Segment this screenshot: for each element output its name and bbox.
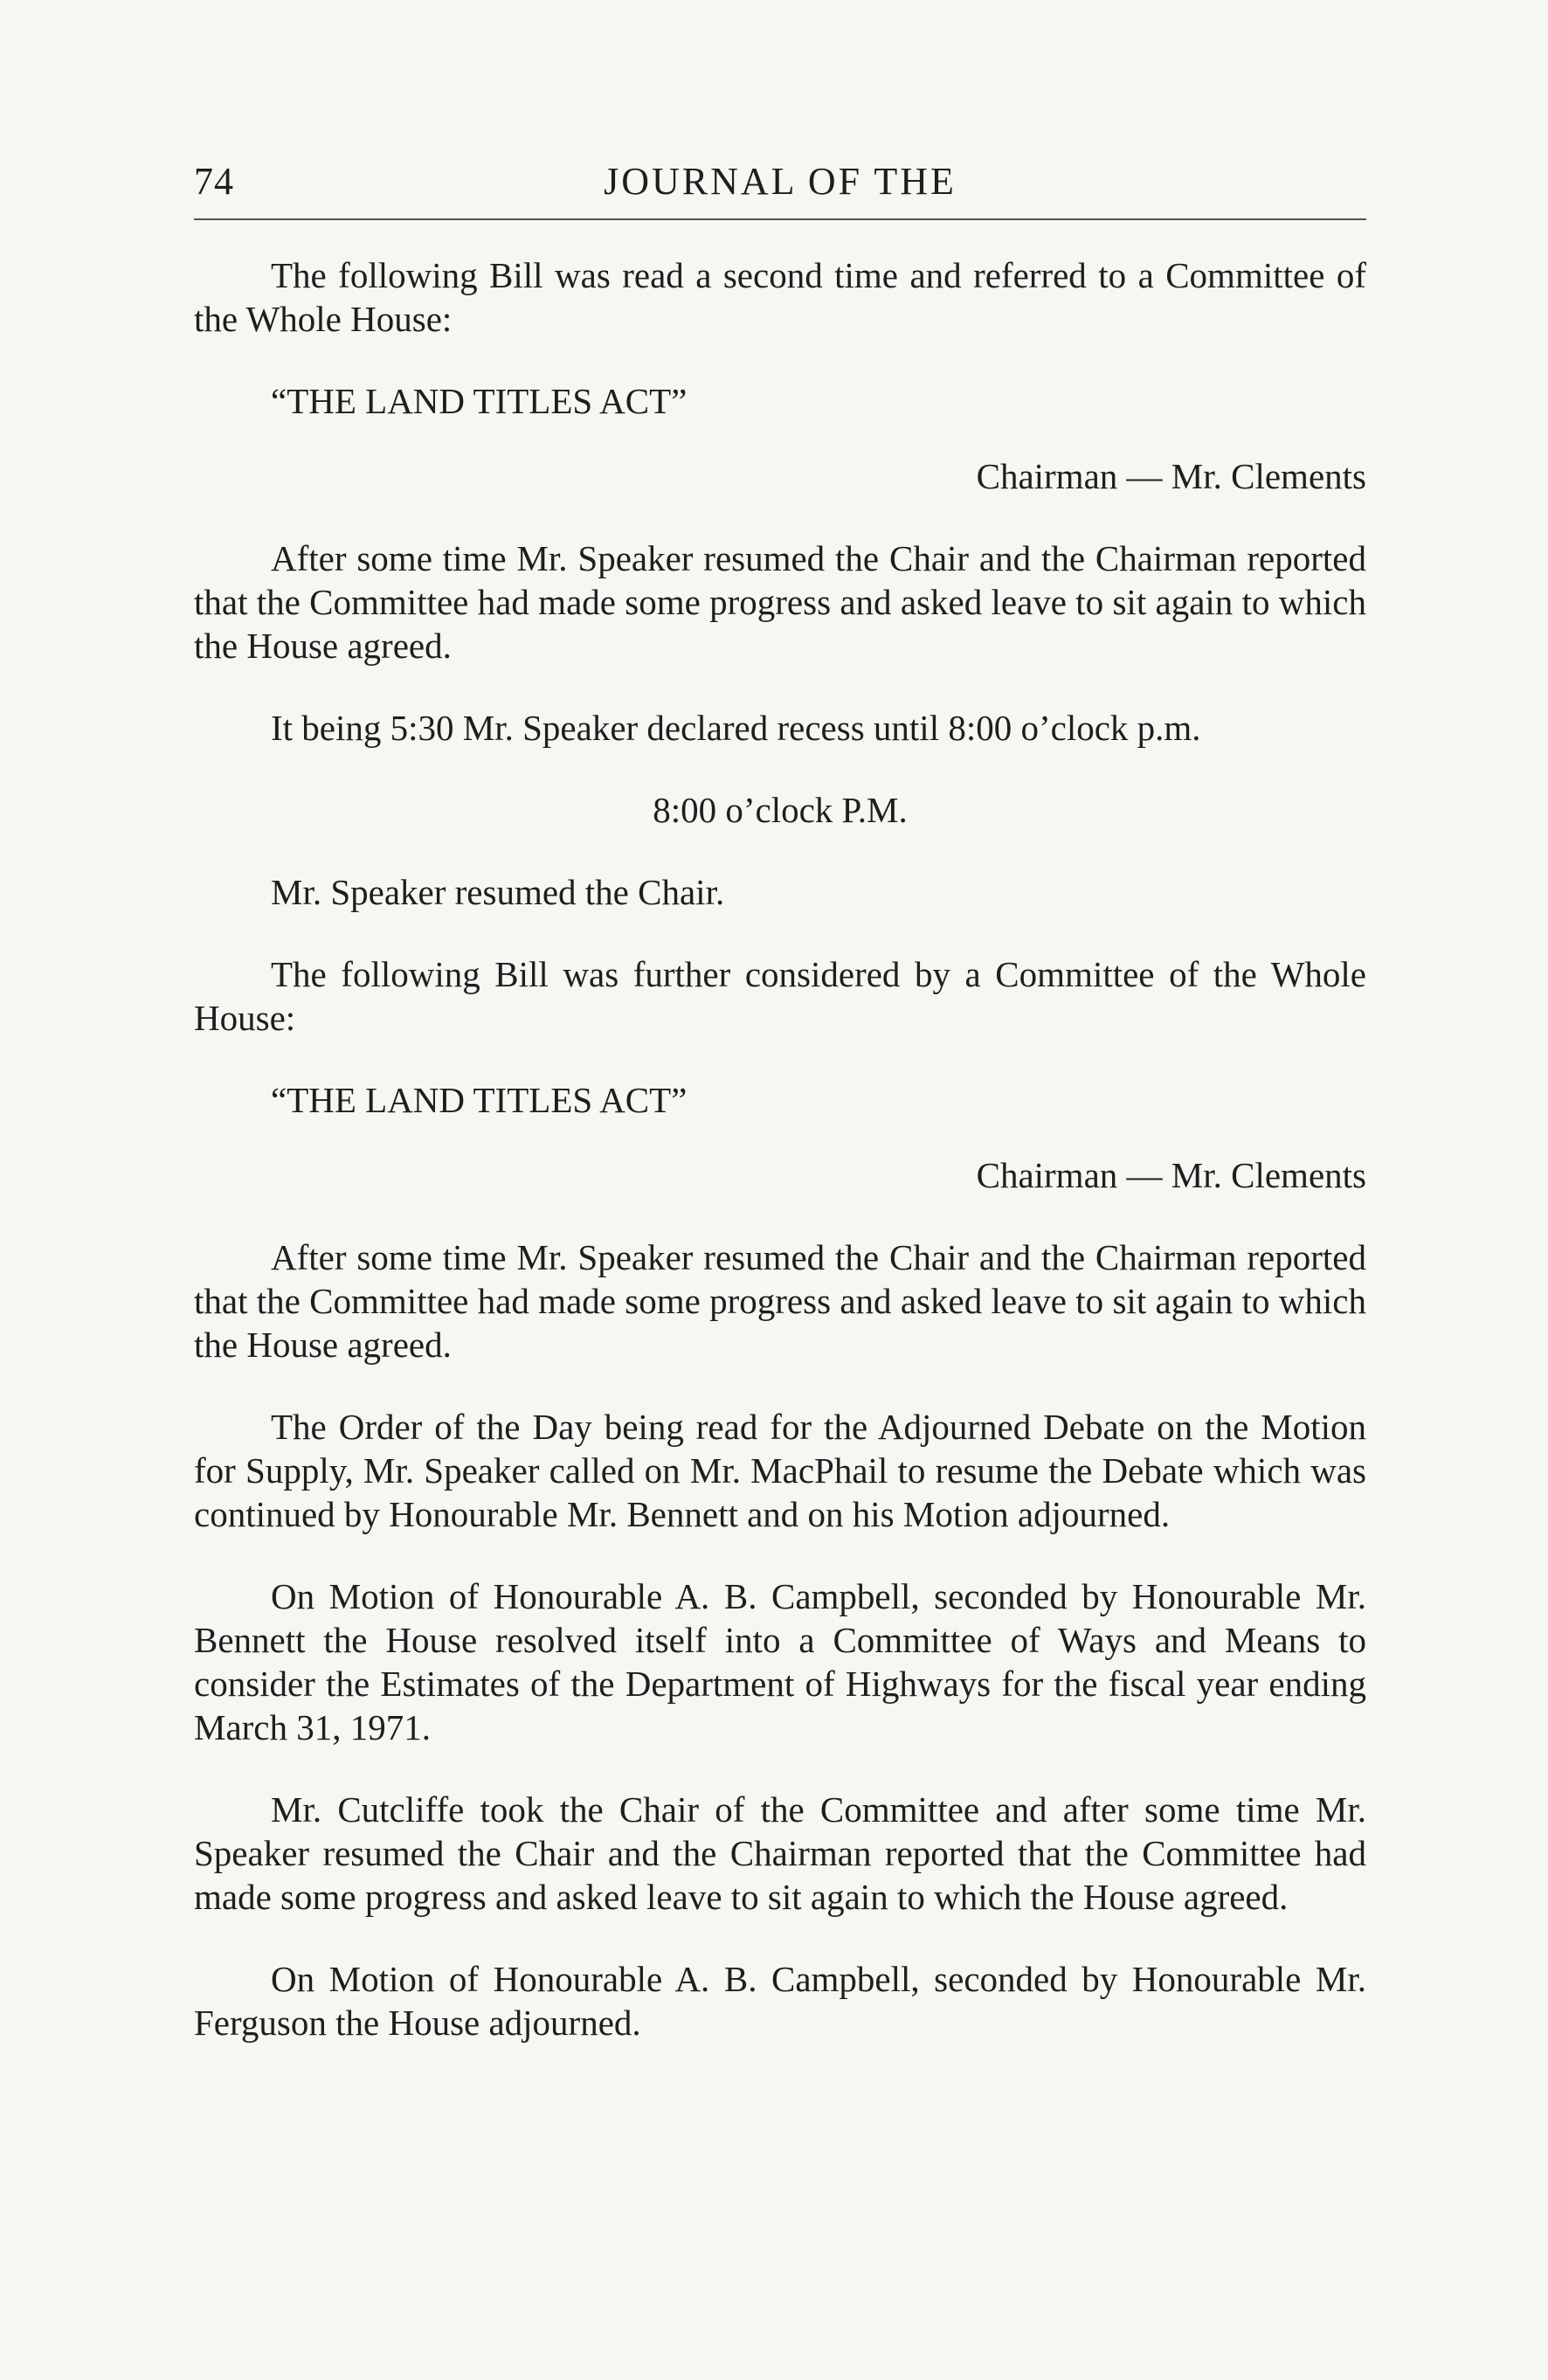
chairman-line: Chairman — Mr. Clements xyxy=(976,1155,1366,1195)
header-rule xyxy=(194,218,1366,220)
journal-page xyxy=(194,159,1366,2044)
paragraph-house-adjourned: On Motion of Honourable A. B. Campbell, seconded by Honourable Mr. Ferguson the House adjourned. xyxy=(194,1959,1366,2043)
paragraph-committee-report: After some time Mr. Speaker resumed the Chair and the Chairman reported that the Committee had made some progress and asked leave to sit again to which the House agreed. xyxy=(194,538,1366,666)
paragraph-recess: It being 5:30 Mr. Speaker declared recess until 8:00 o’clock p.m. xyxy=(271,708,1201,748)
paragraph-bill-further-considered: The following Bill was further considered by a Committee of the Whole House: xyxy=(194,954,1366,1038)
paragraph-ways-and-means: On Motion of Honourable A. B. Campbell, seconded by Honourable Mr. Bennett the House resolved itself into a Committee of Ways and Means to consider the Estimates of the Department of Highways for the fiscal year ending March 31, 1971. xyxy=(194,1576,1366,1747)
paragraph-committee-report: After some time Mr. Speaker resumed the Chair and the Chairman reported that the Committee had made some progress and asked leave to sit again to which the House agreed. xyxy=(194,1237,1366,1365)
bill-title: “THE LAND TITLES ACT” xyxy=(271,381,688,421)
evening-session-heading: 8:00 o’clock P.M. xyxy=(653,790,908,830)
paragraph-speaker-resumed: Mr. Speaker resumed the Chair. xyxy=(271,872,725,912)
bill-title: “THE LAND TITLES ACT” xyxy=(271,1080,688,1120)
page-number: 74 xyxy=(194,160,234,203)
paragraph-bill-referred: The following Bill was read a second time and referred to a Committee of the Whole House: xyxy=(194,255,1366,339)
paragraph-adjourned-debate: The Order of the Day being read for the Adjourned Debate on the Motion for Supply, Mr. Speaker called on Mr. MacPhail to resume the Debate which was continued by Honourable Mr. Bennett and on his Motion adjourned. xyxy=(194,1407,1366,1534)
running-title: JOURNAL OF THE xyxy=(604,160,957,203)
chairman-line: Chairman — Mr. Clements xyxy=(976,456,1366,496)
paragraph-cutcliffe-chair: Mr. Cutcliffe took the Chair of the Committee and after some time Mr. Speaker resumed the Chair and the Chairman reported that the Committee had made some progress and asked leave to sit again to which the House agreed. xyxy=(194,1789,1366,1917)
page-header xyxy=(194,159,1366,211)
